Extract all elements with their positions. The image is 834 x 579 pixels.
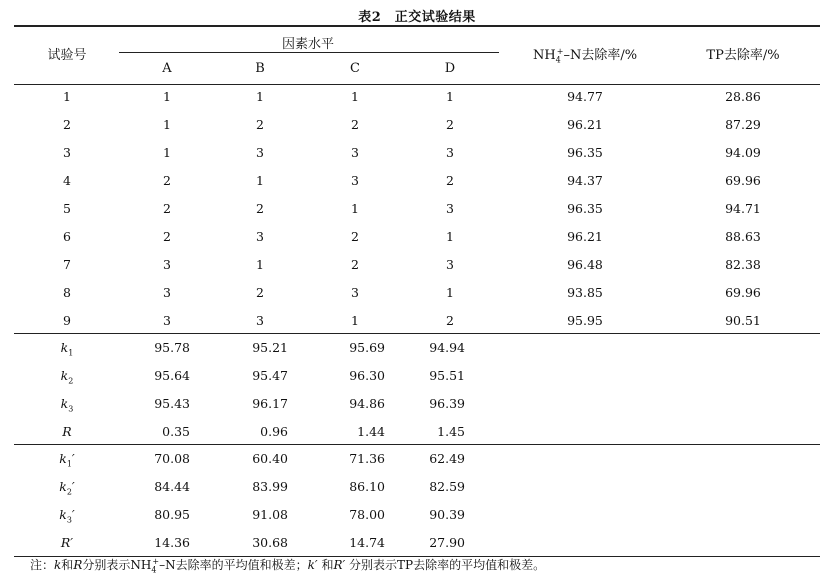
factor-level-cell: 1 — [256, 257, 264, 272]
table-caption: 表2 正交试验结果 — [358, 10, 476, 25]
factor-level-cell: 1 — [446, 285, 454, 300]
trial-number-cell: 5 — [63, 201, 71, 216]
nh4-removal-cell: 96.35 — [567, 145, 603, 160]
tp-stat-value: 71.36 — [349, 451, 385, 466]
nh4-stat-label: $k_2$ — [60, 368, 74, 386]
trial-number-cell: 3 — [63, 145, 71, 160]
nh4-removal-cell: 94.37 — [567, 173, 603, 188]
factor-level-cell: 3 — [351, 285, 359, 300]
tp-stat-value: 90.39 — [429, 507, 465, 522]
nh4-removal-cell: 93.85 — [567, 285, 603, 300]
nh4-removal-cell: 95.95 — [567, 313, 603, 328]
factor-level-cell: 3 — [446, 145, 454, 160]
factor-level-cell: 1 — [163, 117, 171, 132]
factor-subrule — [119, 52, 499, 53]
nh4-stat-value: 1.44 — [357, 424, 385, 439]
header-rule — [14, 84, 820, 85]
trial-number-cell: 1 — [63, 89, 71, 104]
factor-level-cell: 2 — [163, 229, 171, 244]
nh4-stat-label: $k_3$ — [60, 396, 74, 414]
tp-stat-value: 86.10 — [349, 479, 385, 494]
tp-removal-cell: 94.09 — [725, 145, 761, 160]
header-factor-d: D — [444, 61, 456, 76]
factor-level-cell: 2 — [163, 173, 171, 188]
factor-level-cell: 1 — [446, 89, 454, 104]
tp-stat-value: 70.08 — [154, 451, 190, 466]
header-nh4-removal: $NH_4^+-N$去除率/% — [532, 46, 638, 65]
tp-stat-value: 80.95 — [154, 507, 190, 522]
nh4-stat-value: 95.78 — [154, 340, 190, 355]
factor-level-cell: 2 — [446, 117, 454, 132]
factor-level-cell: 2 — [256, 285, 264, 300]
nh4-stat-value: 94.94 — [429, 340, 465, 355]
nh4-stat-label: R — [62, 424, 72, 439]
nh4-stat-value: 95.43 — [154, 396, 190, 411]
header-tp-removal: TP去除率/% — [706, 48, 780, 63]
factor-level-cell: 2 — [351, 257, 359, 272]
nh4-stat-value: 96.39 — [429, 396, 465, 411]
factor-level-cell: 2 — [256, 117, 264, 132]
nh4-stat-value: 95.47 — [252, 368, 288, 383]
tp-removal-cell: 87.29 — [725, 117, 761, 132]
factor-level-cell: 3 — [256, 313, 264, 328]
factor-level-cell: 3 — [351, 173, 359, 188]
data-end-rule — [14, 333, 820, 334]
factor-level-cell: 3 — [351, 145, 359, 160]
top-rule — [14, 25, 820, 27]
nh4-stat-value: 96.30 — [349, 368, 385, 383]
nh4-stat-value: 95.69 — [349, 340, 385, 355]
tp-removal-cell: 82.38 — [725, 257, 761, 272]
tp-removal-cell: 69.96 — [725, 173, 761, 188]
factor-level-cell: 2 — [256, 201, 264, 216]
trial-number-cell: 4 — [63, 173, 71, 188]
factor-level-cell: 1 — [351, 313, 359, 328]
trial-number-cell: 9 — [63, 313, 71, 328]
tp-stat-value: 84.44 — [154, 479, 190, 494]
tp-stat-value: 83.99 — [252, 479, 288, 494]
tp-removal-cell: 94.71 — [725, 201, 761, 216]
nh4-stat-value: 96.17 — [252, 396, 288, 411]
header-factor-a: A — [162, 61, 172, 76]
tp-stat-value: 14.36 — [154, 535, 190, 550]
tp-stat-value: 30.68 — [252, 535, 288, 550]
tp-stat-value: 60.40 — [252, 451, 288, 466]
nh4-removal-cell: 94.77 — [567, 89, 603, 104]
factor-level-cell: 3 — [256, 229, 264, 244]
factor-level-cell: 2 — [351, 229, 359, 244]
factor-level-cell: 1 — [163, 145, 171, 160]
tp-stat-value: 91.08 — [252, 507, 288, 522]
factor-level-cell: 2 — [446, 313, 454, 328]
trial-number-cell: 8 — [63, 285, 71, 300]
table-note: 注：k和R分别表示$NH_4^+-N$去除率的平均值和极差；k′ 和R′ 分别表示TP去除率的平均值和极差。 — [30, 557, 546, 575]
nh4-stat-value: 95.21 — [252, 340, 288, 355]
nh4-stat-value: 95.64 — [154, 368, 190, 383]
factor-level-cell: 2 — [351, 117, 359, 132]
tp-stat-value: 82.59 — [429, 479, 465, 494]
nh4-stat-value: 0.35 — [162, 424, 190, 439]
tp-removal-cell: 90.51 — [725, 313, 761, 328]
factor-level-cell: 1 — [446, 229, 454, 244]
trial-number-cell: 6 — [63, 229, 71, 244]
trial-number-cell: 2 — [63, 117, 71, 132]
tp-removal-cell: 28.86 — [725, 89, 761, 104]
nh4-removal-cell: 96.21 — [567, 229, 603, 244]
factor-level-cell: 1 — [256, 89, 264, 104]
tp-removal-cell: 88.63 — [725, 229, 761, 244]
factor-level-cell: 1 — [351, 89, 359, 104]
nh4-stat-value: 95.51 — [429, 368, 465, 383]
header-factor-c: C — [350, 61, 360, 76]
tp-stat-value: 27.90 — [429, 535, 465, 550]
nh4-stat-value: 94.86 — [349, 396, 385, 411]
factor-level-cell: 2 — [163, 201, 171, 216]
tp-stat-value: 62.49 — [429, 451, 465, 466]
tp-stat-label: $k_2'$ — [59, 479, 75, 497]
factor-level-cell: 3 — [446, 201, 454, 216]
tp-stat-value: 14.74 — [349, 535, 385, 550]
header-factor-b: B — [255, 61, 265, 76]
nh4-stat-value: 0.96 — [260, 424, 288, 439]
nh4-removal-cell: 96.48 — [567, 257, 603, 272]
trial-number-cell: 7 — [63, 257, 71, 272]
tp-removal-cell: 69.96 — [725, 285, 761, 300]
factor-level-cell: 3 — [163, 257, 171, 272]
factor-level-cell: 1 — [256, 173, 264, 188]
tp-stat-value: 78.00 — [349, 507, 385, 522]
header-trial-no: 试验号 — [47, 48, 87, 63]
tp-stat-label: $k_3'$ — [59, 507, 75, 525]
factor-level-cell: 3 — [256, 145, 264, 160]
factor-level-cell: 1 — [351, 201, 359, 216]
factor-level-cell: 1 — [163, 89, 171, 104]
nh4-stat-value: 1.45 — [437, 424, 465, 439]
header-factor-level: 因素水平 — [281, 37, 335, 52]
tp-stat-label: $k_1'$ — [59, 451, 75, 469]
tp-stat-label: R′ — [60, 535, 74, 550]
factor-level-cell: 2 — [446, 173, 454, 188]
factor-level-cell: 3 — [163, 285, 171, 300]
nh4-stats-end-rule — [14, 444, 820, 445]
factor-level-cell: 3 — [163, 313, 171, 328]
nh4-stat-label: $k_1$ — [60, 340, 74, 358]
nh4-removal-cell: 96.21 — [567, 117, 603, 132]
factor-level-cell: 3 — [446, 257, 454, 272]
nh4-removal-cell: 96.35 — [567, 201, 603, 216]
